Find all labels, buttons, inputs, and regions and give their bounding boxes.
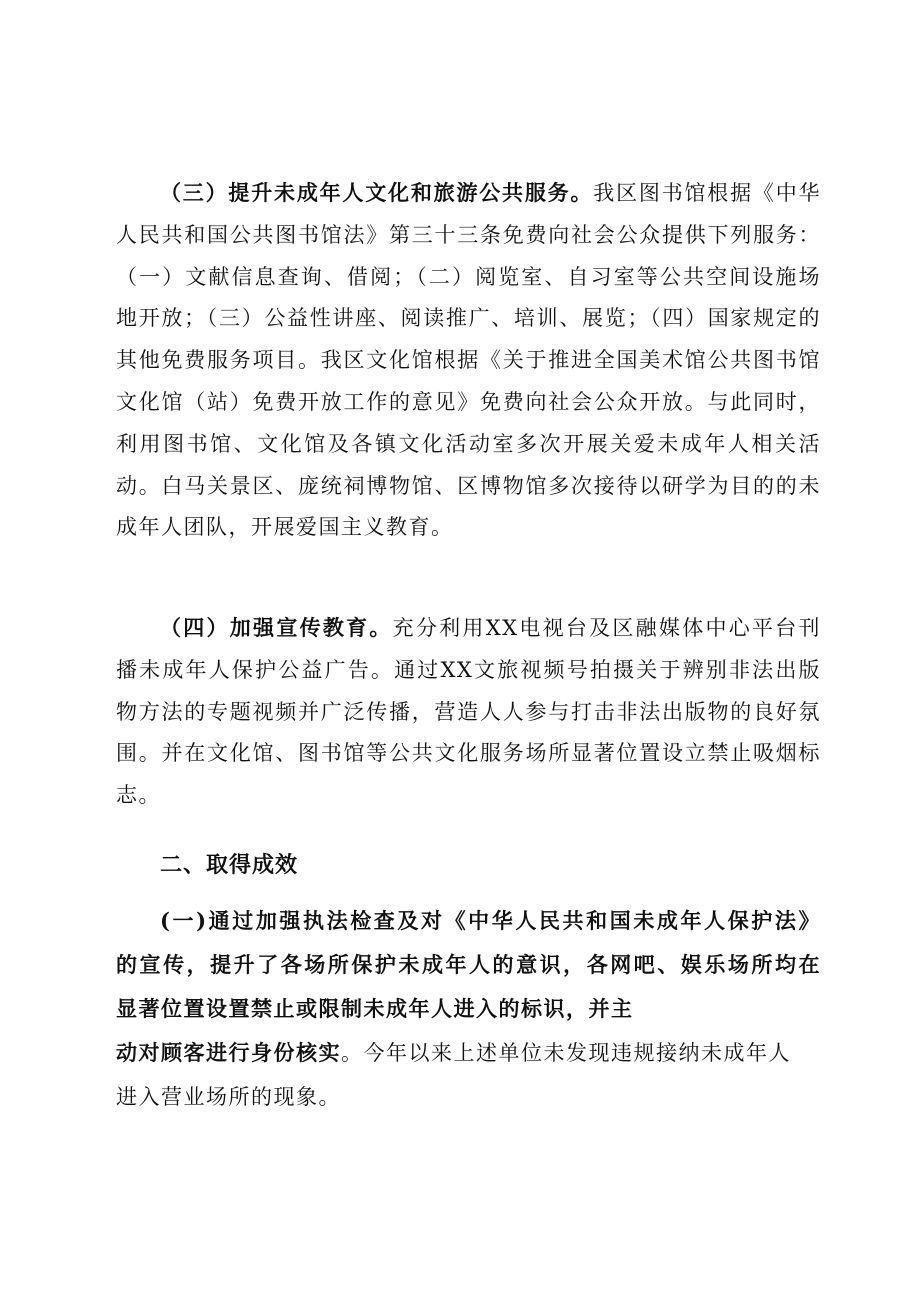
paragraph-body: 充分利用XX电视台及区融媒体中心平台刊播未成年人保护公益广告。通过XX文旅视频号拍摄关于辨别非法出版物方法的专题视频并广泛传播，营造人人参与打击非法出版物的良好氛围。并在文化馆、图书馆等公共文化服务场所显著位置设立禁止吸烟标志。 [116,616,822,808]
result-line: 进入营业场所的现象。 [116,1085,341,1109]
result-line-regular-part: 。今年以来上述单位未发现违规接纳未成年人 [341,1041,791,1065]
section-heading-results: 二、取得成效 [160,853,299,878]
paragraph-heading: （四）加强宣传教育。 [160,615,393,640]
paragraph-body: 我区图书馆根据《中华人民共和国公共图书馆法》第三十三条免费向社会公众提供下列服务：（一）文献信息查询、借阅；（二）阅览室、自习室等公共空间设施场地开放；（三）公益性讲座、阅读推广、培训、展览；（四）国家规定的其他免费服务项目。我区文化馆根据《关于推进全国美术馆公共图书馆文化馆（站）免费开放工作的意见》免费向社会公众开放。与此同时，利用图书馆、文化馆及各镇文化活动室多次开展关爱未成年人相关活动。白马关景区、庞统祠博物馆、区博物馆多次接待以研学为目的的未成年人团队，开展爱国主义教育。 [116,181,822,540]
result-line: (一)通过加强执法检查及对《中华人民共和国未成年人保护法》 [160,908,821,933]
result-line: 的宣传，提升了各场所保护未成年人的意识，各网吧、娱乐场所均在 [116,952,821,977]
result-line [116,1031,821,1075]
result-line-bold-part: 动对顾客进行身份核实 [116,1040,341,1065]
paragraph-result-1 [116,899,821,1119]
paragraph-heading: （三）提升未成年人文化和旅游公共服务。 [160,180,594,205]
paragraph-publicity-education [116,607,821,817]
paragraph-cultural-tourism-services [116,172,821,549]
result-line: 显著位置设置禁止或限制未成年人进入的标识，并主 [116,996,634,1021]
